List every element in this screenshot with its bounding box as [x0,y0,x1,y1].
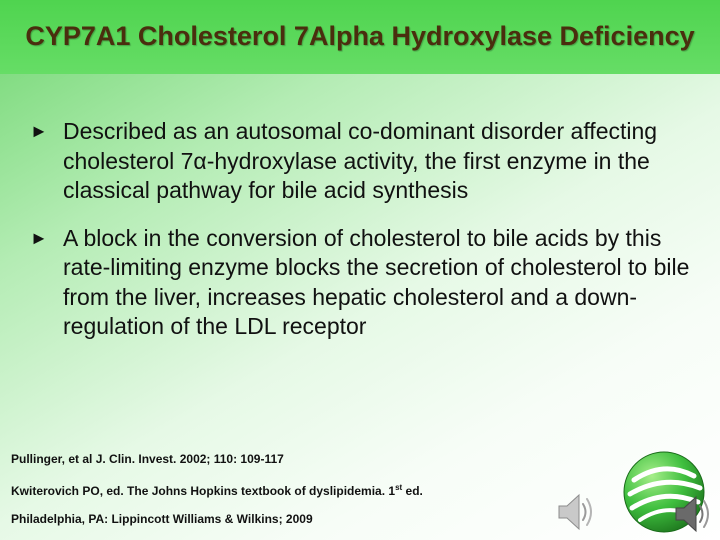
reference-2-main: Kwiterovich PO, ed. The Johns Hopkins textbook of dyslipidemia. 1 [11,484,396,498]
slide-title: CYP7A1 Cholesterol 7Alpha Hydroxylase Deficiency [25,21,695,51]
bullet-arrow-icon: ► [30,121,48,141]
reference-2-end: ed. [402,484,423,498]
reference-3: Philadelphia, PA: Lippincott Williams & Wilkins; 2009 [11,512,313,526]
bullet-item [30,117,690,206]
bullet-list [30,117,690,342]
references [11,452,571,540]
speaker-icon[interactable] [672,492,712,536]
bullet-text: A block in the conversion of cholesterol to bile acids by this rate-limiting enzyme blocks the secretion of cholesterol to bile from the liver, increases hepatic cholesterol and a down-regulation of the LDL receptor [63,224,690,339]
bullet-text: Described as an autosomal co-dominant disorder affecting cholesterol 7α-hydroxylase activity, the first enzyme in the classical pathway for bile acid synthesis [63,118,658,203]
reference-1: Pullinger, et al J. Clin. Invest. 2002; 110: 109-117 [11,452,284,466]
reference-2 [11,480,571,499]
bullet-arrow-icon: ► [30,227,48,248]
speaker-icon[interactable] [555,490,595,534]
bullet-item [30,224,690,342]
reference-2-superscript: st [395,483,403,492]
